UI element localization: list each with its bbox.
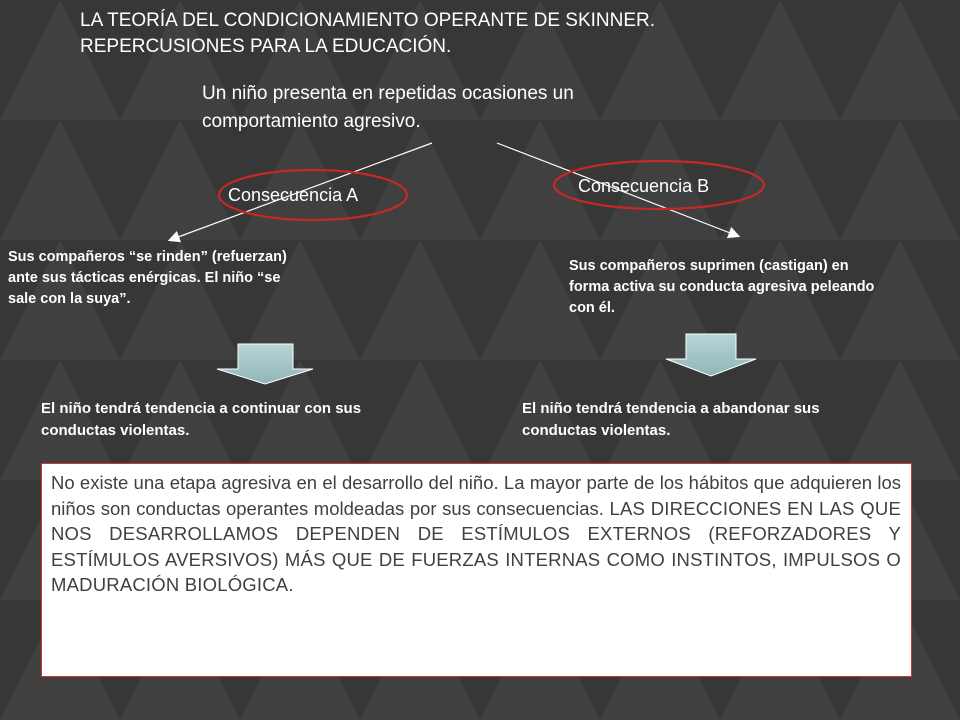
premise-line-2: comportamiento agresivo. — [202, 111, 421, 132]
consequence-a-description-line: ante sus tácticas enérgicas. El niño “se — [8, 270, 281, 286]
slide-title — [80, 8, 900, 60]
consequence-b-result-line: conductas violentas. — [522, 422, 671, 439]
conclusion-emphasis: LAS DIRECCIONES EN LAS QUE NOS DESARROLLAMOS DEPENDEN DE ESTÍMULOS EXTERNOS (REFORZADORES Y ESTÍMULOS AVERSIVOS) MÁS QUE DE FUERZAS INTERNAS COMO INSTINTOS, IMPULSOS O MADURACIÓN BIOLÓGICA. — [51, 497, 901, 595]
conclusion-box — [41, 463, 912, 677]
consequence-a-description-line: Sus compañeros “se rinden” (refuerzan) — [8, 249, 287, 265]
consequence-a-label: Consecuencia A — [228, 185, 359, 205]
consequence-a-result — [41, 398, 461, 442]
consequence-a-description-line: sale con la suya”. — [8, 291, 131, 307]
consequence-b-description — [569, 256, 949, 319]
premise-text — [202, 80, 722, 136]
consequence-b-description-line: forma activa su conducta agresiva peleando — [569, 279, 875, 295]
consequence-b-result — [522, 398, 942, 442]
consequence-b-label: Consecuencia B — [578, 176, 710, 196]
consequence-b-description-line: Sus compañeros suprimen (castigan) en — [569, 258, 849, 274]
consequence-a-result-line: conductas violentas. — [41, 422, 190, 439]
consequence-a-result-line: El niño tendrá tendencia a continuar con sus — [41, 400, 362, 417]
title-line-2: REPERCUSIONES PARA LA EDUCACIÓN. — [80, 36, 452, 57]
consequence-b-description-line: con él. — [569, 300, 615, 316]
title-line-1: LA TEORÍA DEL CONDICIONAMIENTO OPERANTE DE SKINNER. — [80, 10, 656, 31]
premise-line-1: Un niño presenta en repetidas ocasiones un — [202, 83, 574, 104]
consequence-a-description — [8, 247, 368, 310]
consequence-b-result-line: El niño tendrá tendencia a abandonar sus — [522, 400, 820, 417]
conclusion-sentence: No existe una etapa agresiva en el desarrollo del niño. La mayor parte de los hábitos que adquieren los niños son conductas operantes moldeadas por sus consecuencias. — [51, 472, 901, 519]
